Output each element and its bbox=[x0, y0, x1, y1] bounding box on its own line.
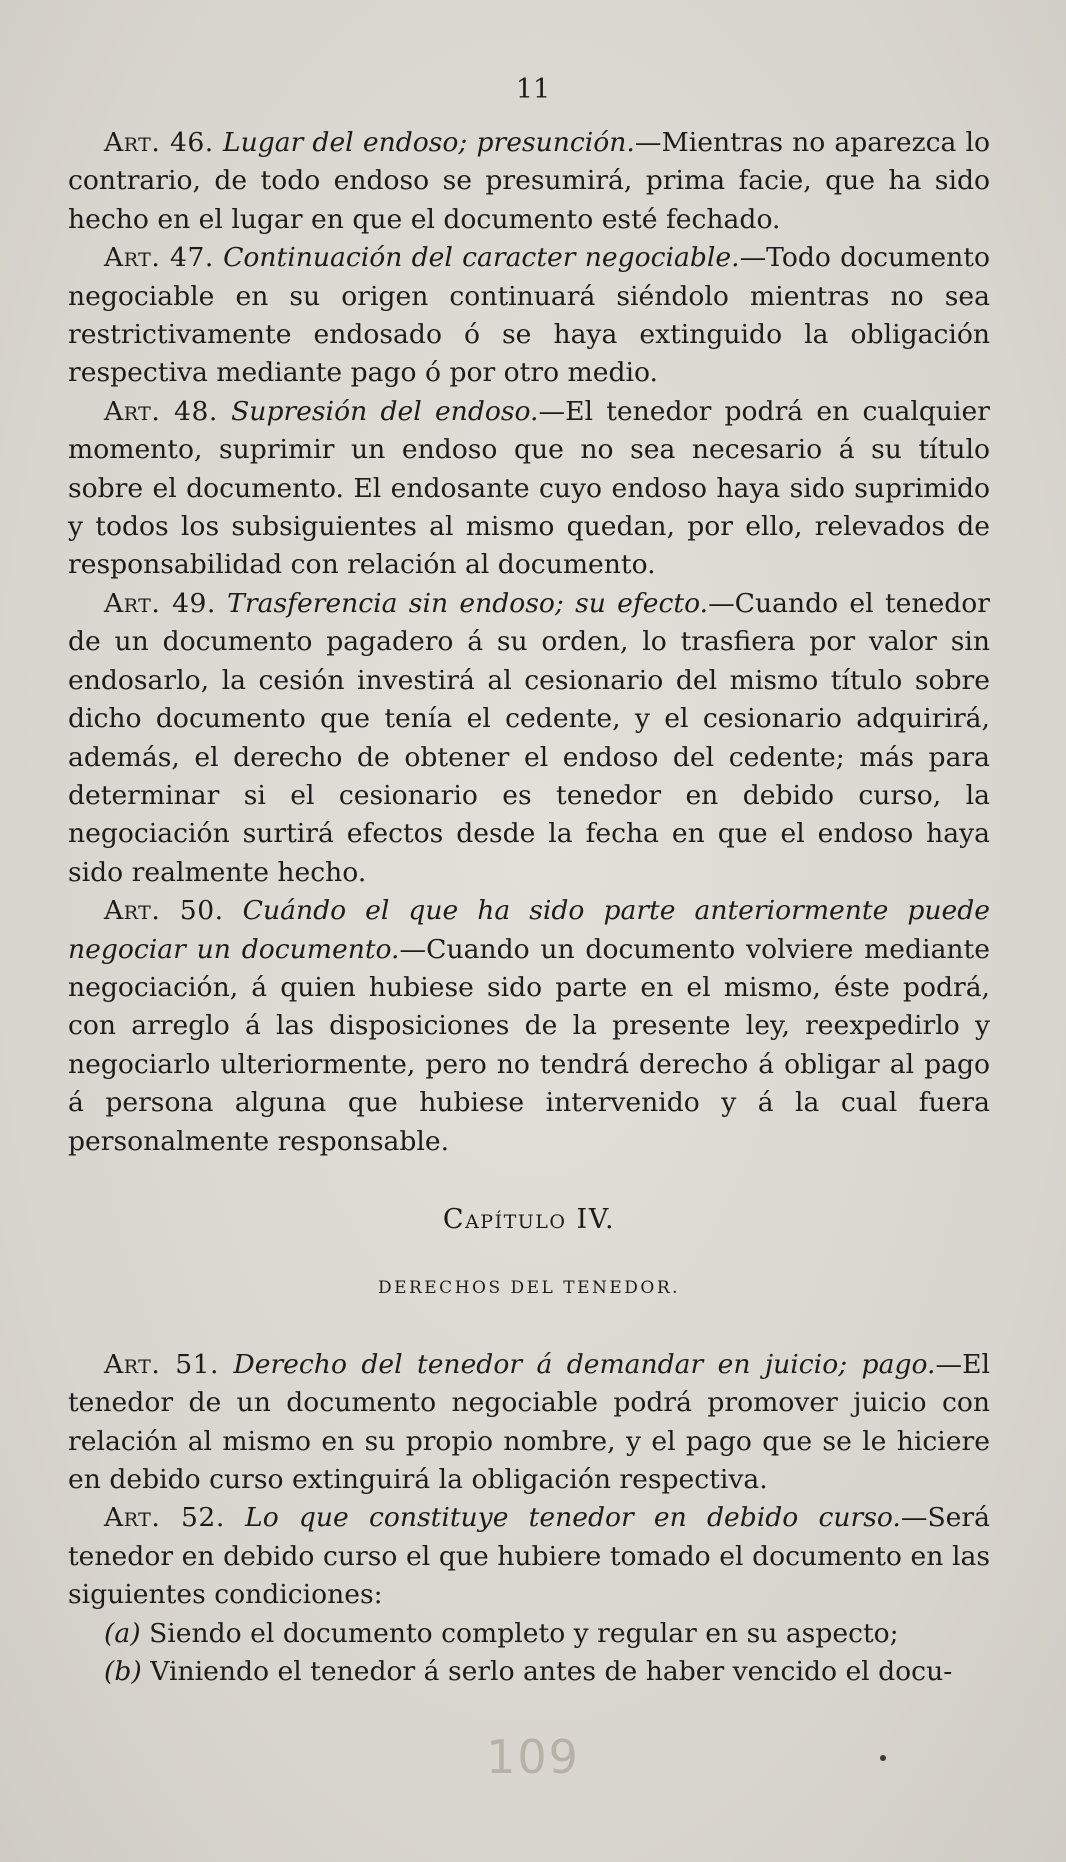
article-47 bbox=[68, 239, 990, 393]
article-52 bbox=[68, 1499, 990, 1614]
article-body: —El tenedor podrá en cualquier momento, suprimir un endoso que no sea necesario á su título sobre el documento. El endosante cuyo endoso haya sido suprimido y todos los subsiguientes al mismo quedan, por ello, relevados de responsabilidad con relación al documento. bbox=[68, 395, 990, 581]
list-item bbox=[68, 1615, 990, 1653]
article-label: Art. 47. bbox=[104, 242, 214, 274]
article-label: Art. 52. bbox=[104, 1502, 225, 1534]
article-title: Lugar del endoso; presunción. bbox=[222, 127, 635, 158]
item-letter: (a) bbox=[104, 1617, 141, 1649]
section-heading: DERECHOS DEL TENEDOR. bbox=[377, 1278, 681, 1299]
item-text: Viniendo el tenedor á serlo antes de haber vencido el docu- bbox=[141, 1656, 953, 1688]
article-title: Derecho del tenedor á demandar en juicio; pago. bbox=[233, 1348, 936, 1380]
article-49 bbox=[68, 585, 990, 892]
page-number: 11 bbox=[515, 74, 551, 105]
article-body: —Será tenedor en debido curso el que hubiere tomado el documento en las siguientes condiciones: bbox=[68, 1502, 990, 1611]
article-title: Cuándo el que ha sido parte anteriormente puede negociar un documento. bbox=[68, 895, 990, 965]
article-50 bbox=[68, 892, 990, 1161]
article-body: —El tenedor de un documento negociable podrá promover juicio con relación al mismo en su propio nombre, y el pago que se le hiciere en debido curso extinguirá la obligación respectiva. bbox=[68, 1348, 990, 1495]
article-48 bbox=[68, 393, 990, 585]
article-label: Art. 46. bbox=[104, 127, 214, 158]
article-title: Supresión del endoso. bbox=[231, 395, 539, 427]
list-item bbox=[68, 1653, 990, 1691]
article-body: —Mientras no aparezca lo contrario, de todo endoso se presumirá, prima facie, que ha sido hecho en el lugar en que el documento esté fechado. bbox=[68, 127, 990, 235]
article-title: Continuación del caracter negociable. bbox=[223, 242, 740, 274]
article-label: Art. 50. bbox=[104, 895, 224, 927]
article-label: Art. 51. bbox=[104, 1348, 219, 1380]
chapter-heading: Capítulo IV. bbox=[442, 1203, 616, 1235]
page-content bbox=[68, 124, 990, 1691]
item-text: Siendo el documento completo y regular en su aspecto; bbox=[140, 1617, 899, 1649]
article-51 bbox=[68, 1346, 990, 1500]
article-title: Lo que constituye tenedor en debido curso. bbox=[245, 1502, 901, 1534]
article-label: Art. 49. bbox=[104, 587, 216, 619]
article-46 bbox=[68, 124, 990, 239]
article-label: Art. 48. bbox=[104, 395, 218, 427]
article-title: Trasferencia sin endoso; su efecto. bbox=[227, 587, 709, 619]
article-body: —Cuando un documento volviere mediante negociación, á quien hubiese sido parte en el mismo, éste podrá, con arreglo á las disposiciones de la presente ley, reexpedirlo y negociarlo ulteriormente, pero no tendrá derecho á obligar al pago á persona alguna que hubiese intervenido y á la cual fuera personalmente responsable. bbox=[68, 933, 990, 1157]
page-stamp: 109 bbox=[486, 1730, 580, 1784]
article-body: —Cuando el tenedor de un documento pagadero á su orden, lo trasfiera por valor sin endosarlo, la cesión investirá al cesionario del mismo título sobre dicho documento que tenía el cedente, y el cesionario adquirirá, además, el derecho de obtener el endoso del cedente; más para determinar si el cesionario es tenedor en debido curso, la negociación surtirá efectos desde la fecha en que el endoso haya sido realmente hecho. bbox=[68, 587, 990, 888]
item-letter: (b) bbox=[104, 1656, 142, 1688]
ink-dot bbox=[880, 1755, 886, 1761]
article-body: —Todo documento negociable en su origen continuará siéndolo mientras no sea restrictivamente endosado ó se haya extinguido la obligación respectiva mediante pago ó por otro medio. bbox=[68, 242, 990, 389]
